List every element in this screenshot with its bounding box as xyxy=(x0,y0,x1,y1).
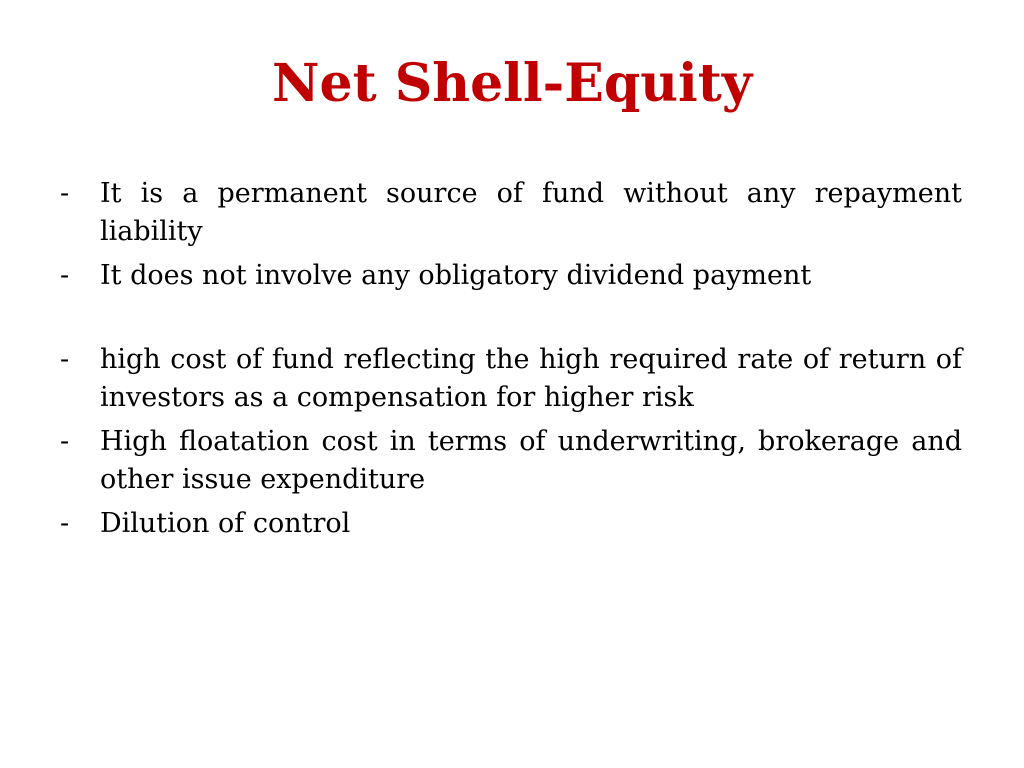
bullet-item xyxy=(56,175,962,251)
slide-title: Net Shell-Equity xyxy=(271,53,753,114)
bullet-item xyxy=(56,505,962,543)
bullet-text: High floatation cost in terms of underwriting, brokerage and other issue expenditure xyxy=(100,426,962,495)
bullet-text: It is a permanent source of fund without any repayment liability xyxy=(100,178,962,247)
bullet-text: high cost of fund reflecting the high required rate of return of investors as a compensation for higher risk xyxy=(100,344,962,413)
bullet-item xyxy=(56,257,962,295)
bullet-marker: - xyxy=(60,344,70,375)
bullet-text: Dilution of control xyxy=(100,508,351,539)
bullet-marker: - xyxy=(60,426,70,457)
bullet-marker: - xyxy=(60,260,70,291)
bullet-item xyxy=(56,423,962,499)
bullet-item xyxy=(56,341,962,417)
bullet-marker: - xyxy=(60,508,70,539)
bullet-list xyxy=(56,175,962,549)
bullet-text: It does not involve any obligatory dividend payment xyxy=(100,260,812,291)
bullet-marker: - xyxy=(60,178,70,209)
